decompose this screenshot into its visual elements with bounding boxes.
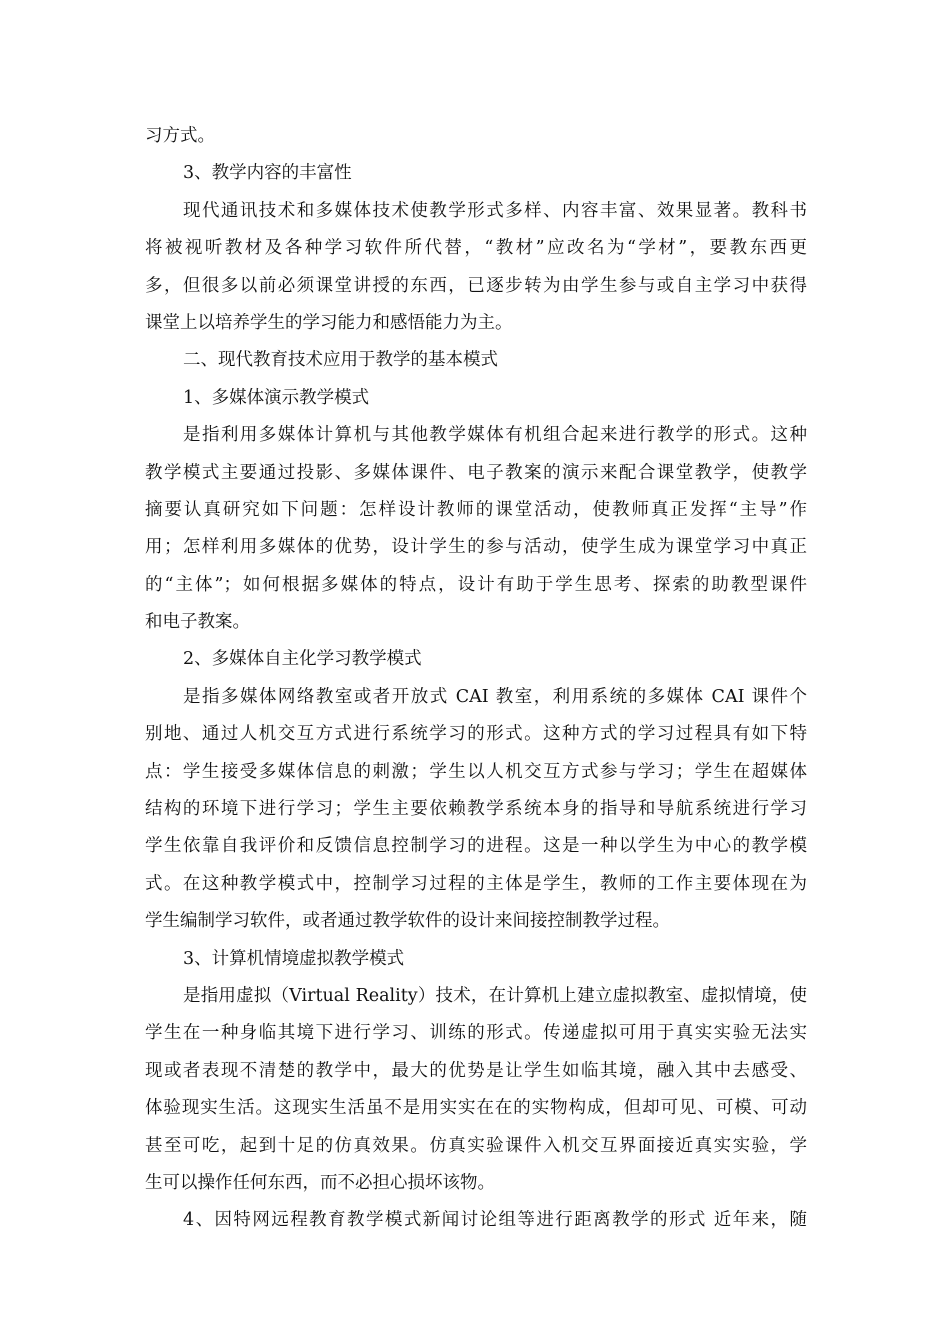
text-line: 生可以操作任何东西，而不必担心损坏该物。 — [145, 1172, 495, 1193]
heading-self-learning-model: 2、多媒体自主化学习教学模式 — [183, 649, 422, 670]
text-line: 教学模式主要通过投影、多媒体课件、电子教案的演示来配合课堂教学，使教学 — [145, 462, 807, 483]
heading-multimedia-demo-model: 1、多媒体演示教学模式 — [183, 387, 370, 408]
text-line: 学生依靠自我评价和反馈信息控制学习的进程。这是一种以学生为中心的教学模 — [145, 836, 807, 857]
text-line: 甚至可吃，起到十足的仿真效果。仿真实验课件入机交互界面接近真实实验，学 — [145, 1135, 807, 1156]
text-line: 多，但很多以前必须课堂讲授的东西，已逐步转为由学生参与或自主学习中获得 — [145, 275, 807, 296]
text-line: 结构的环境下进行学习；学生主要依赖教学系统本身的指导和导航系统进行学习 — [145, 799, 807, 820]
text-line: 将被视听教材及各种学习软件所代替，“教材”应改名为“学材”，要教东西更 — [145, 238, 807, 259]
text-line: 是指多媒体网络教室或者开放式 CAI 教室，利用系统的多媒体 CAI 课件个 — [183, 686, 807, 707]
heading-teaching-content-richness: 3、教学内容的丰富性 — [183, 163, 352, 184]
section-heading-basic-models: 二、现代教育技术应用于教学的基本模式 — [183, 350, 498, 371]
text-line: 是指利用多媒体计算机与其他教学媒体有机组合起来进行教学的形式。这种 — [183, 425, 807, 446]
text-line: 摘要认真研究如下问题：怎样设计教师的课堂活动，使教师真正发挥“主导”作 — [145, 499, 807, 520]
body-text — [145, 118, 807, 1240]
text-line: 的“主体”；如何根据多媒体的特点，设计有助于学生思考、探索的助教型课件 — [145, 574, 807, 595]
text-line: 是指用虚拟（Virtual Reality）技术，在计算机上建立虚拟教室、虚拟情境，使 — [183, 985, 807, 1006]
text-line: 点：学生接受多媒体信息的刺激；学生以人机交互方式参与学习；学生在超媒体 — [145, 761, 807, 782]
heading-virtual-scenario-model: 3、计算机情境虚拟教学模式 — [183, 948, 405, 969]
text-line: 学生在一种身临其境下进行学习、训练的形式。传递虚拟可用于真实实验无法实 — [145, 1023, 807, 1044]
text-line: 别地、通过人机交互方式进行系统学习的形式。这种方式的学习过程具有如下特 — [145, 724, 807, 745]
text-line: 式。在这种教学模式中，控制学习过程的主体是学生，教师的工作主要体现在为 — [145, 873, 807, 894]
text-line: 现或者表现不清楚的教学中，最大的优势是让学生如临其境，融入其中去感受、 — [145, 1060, 807, 1081]
text-line: 现代通讯技术和多媒体技术使教学形式多样、内容丰富、效果显著。教科书 — [183, 200, 807, 221]
text-line: 用；怎样利用多媒体的优势，设计学生的参与活动，使学生成为课堂学习中真正 — [145, 537, 807, 558]
heading-internet-distance-model: 4、因特网远程教育教学模式新闻讨论组等进行距离教学的形式 近年来，随 — [183, 1210, 807, 1231]
text-line: 学生编制学习软件，或者通过教学软件的设计来间接控制教学过程。 — [145, 911, 670, 932]
text-line: 体验现实生活。这现实生活虽不是用实实在在的实物构成，但却可见、可模、可动 — [145, 1098, 807, 1119]
text-line: 课堂上以培养学生的学习能力和感悟能力为主。 — [145, 312, 513, 333]
text-line: 和电子教案。 — [145, 612, 250, 633]
text-line: 习方式。 — [145, 126, 215, 146]
